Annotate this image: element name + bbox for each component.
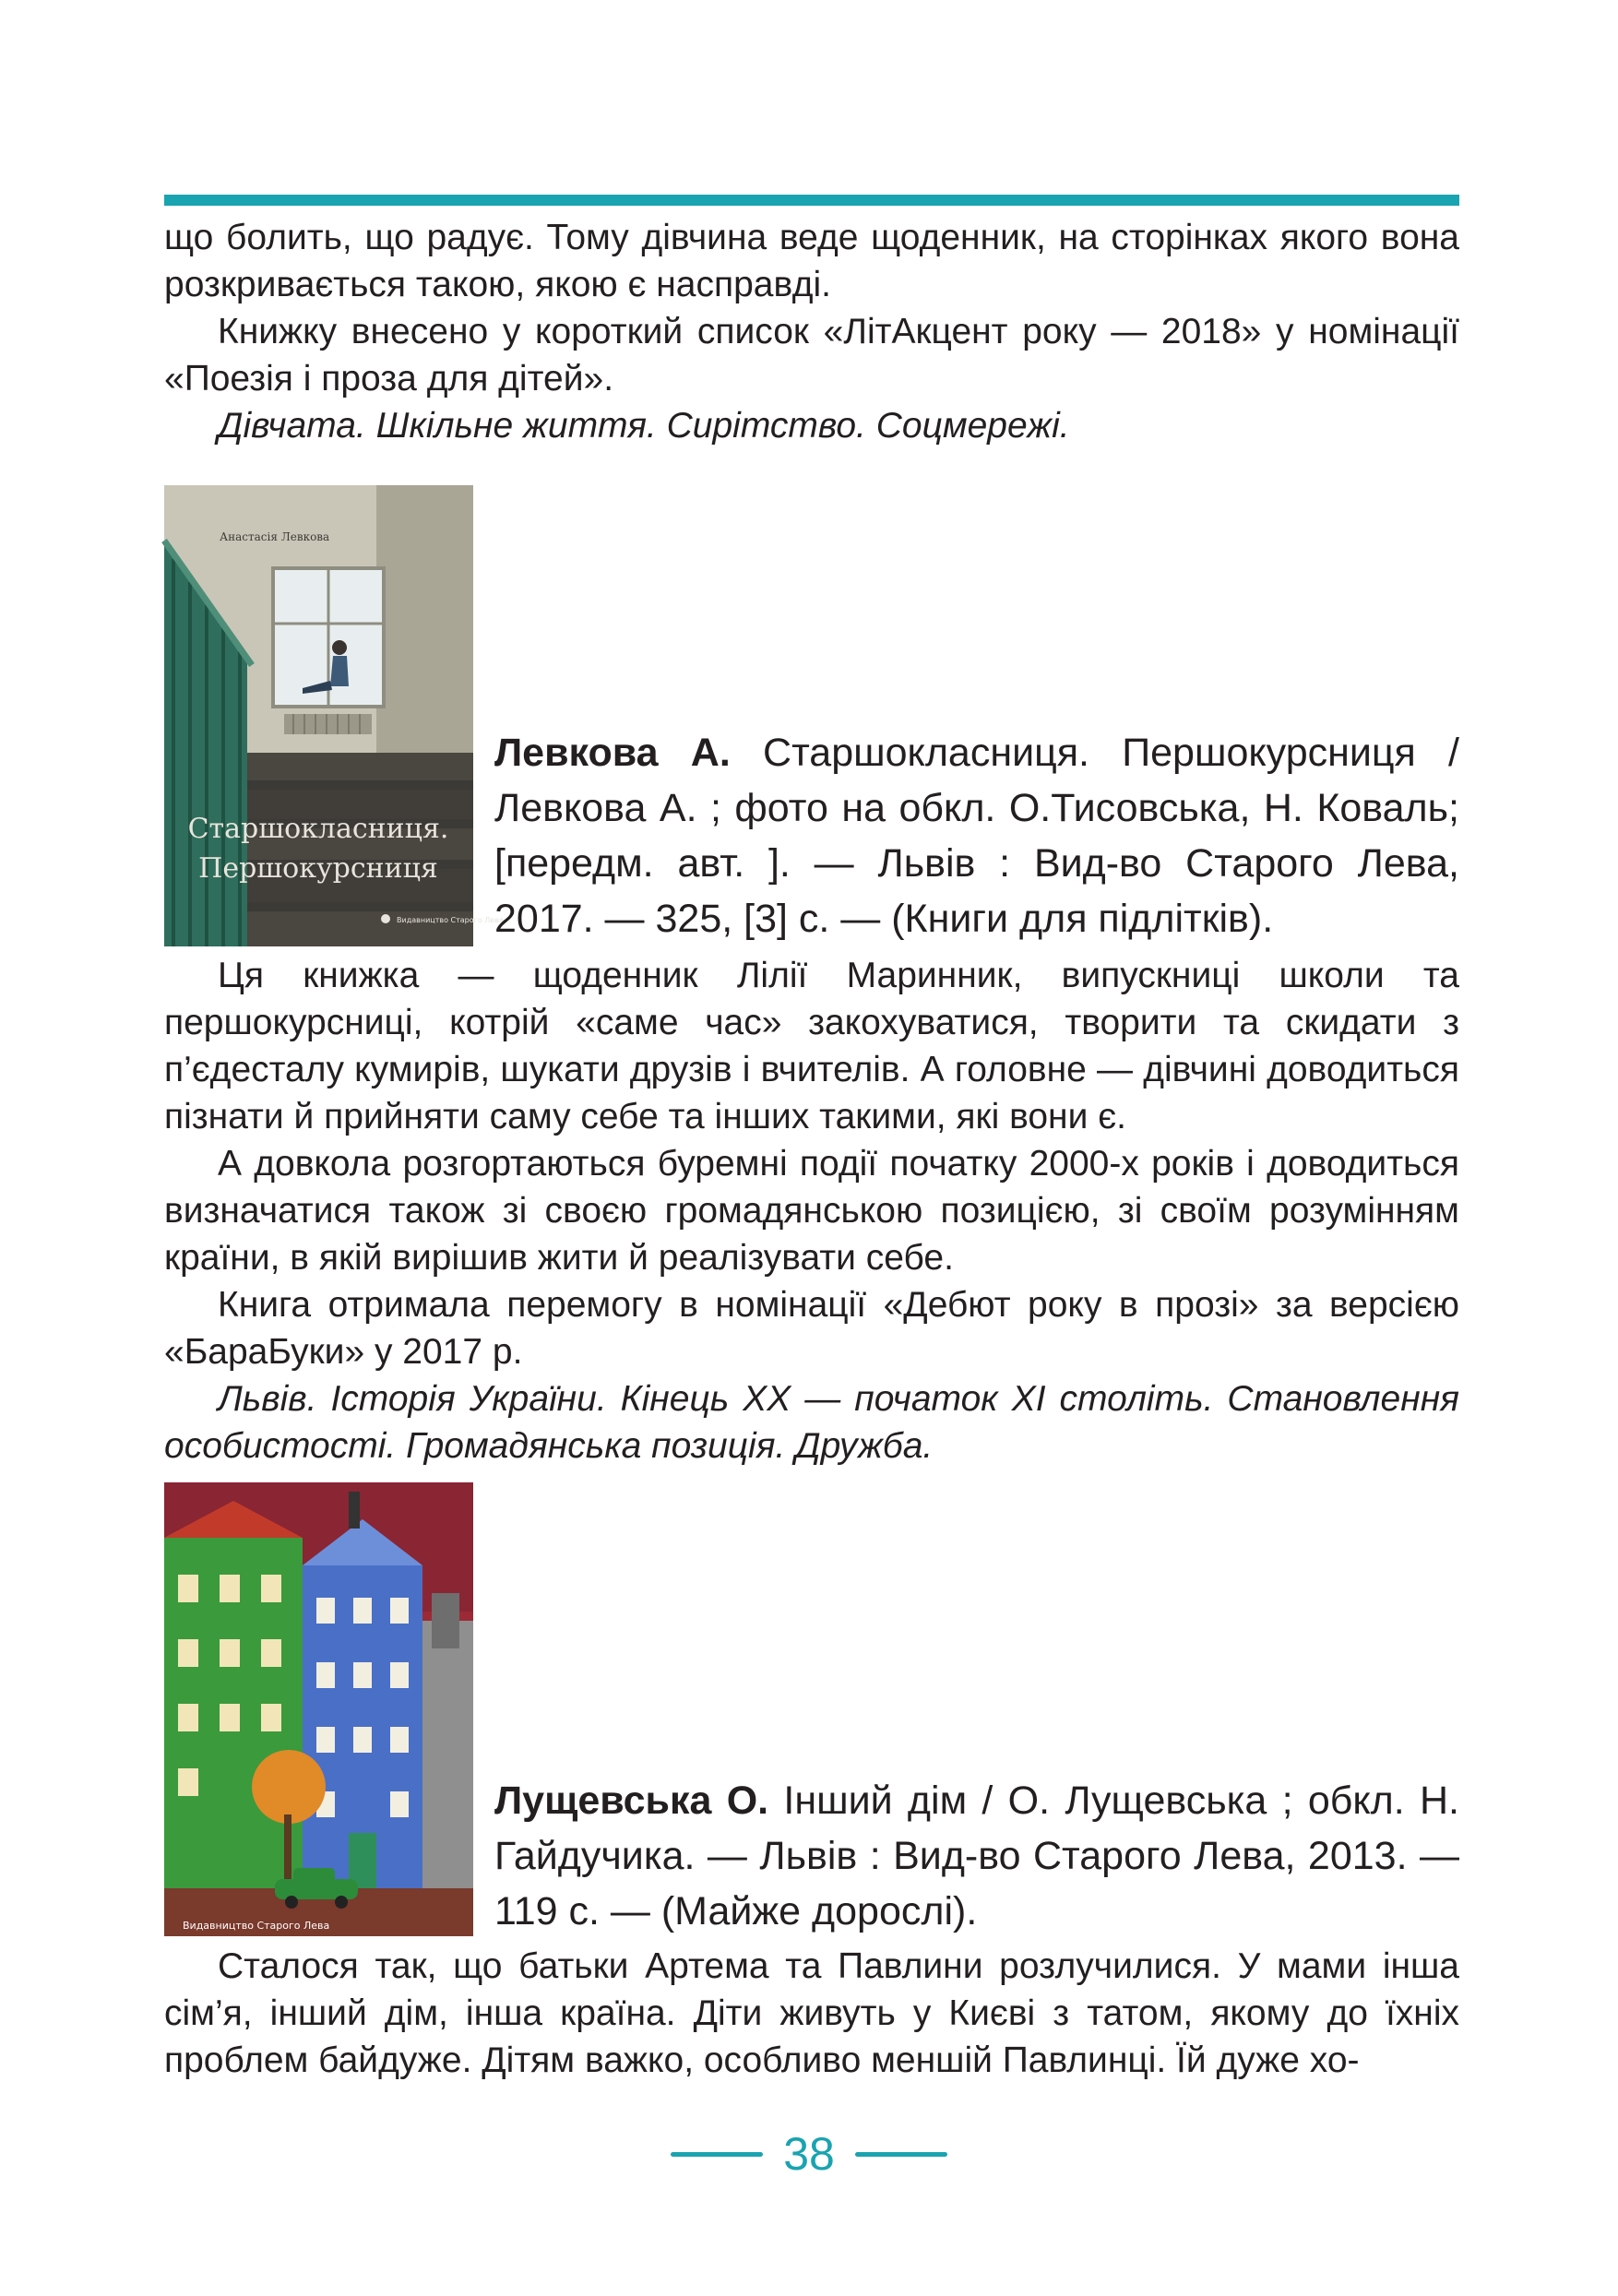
book2-author: Лущевська О. — [494, 1779, 769, 1823]
book1-cover — [164, 485, 504, 946]
book1-cover-illustration — [164, 485, 504, 946]
intro-paragraph-1: що болить, що радує. Тому дівчина веде щоденник, на сторінках якого вона розкривається такою, якою є насправді. — [164, 218, 1459, 304]
book1-publisher-logo-icon — [381, 914, 390, 923]
intro-tags: Дівчата. Шкільне життя. Сирітство. Соцмережі. — [218, 406, 1070, 446]
book2-cover-illustration — [164, 1482, 473, 1936]
book1-entry-details: Старшокласниця. Першокурсниця / Левкова А. ; фото на обкл. О.Тисовська, Н. Коваль; [передм. авт. ]. — Львів : Вид-во Старого Лева, 2017. — 325, [3] с. — (Книги для підлітків). — [494, 731, 1459, 941]
book1-paragraph-1: Ця книжка — щоденник Лілії Маринник, випускниці школи та першокурсниці, котрій «саме час» закохуватися, творити та скидати з п’єдесталу кумирів, шукати друзів і вчителів. А головне — дівчині доводиться пізнати й прийняти саму себе та інших такими, які вони є. — [164, 956, 1459, 1136]
book1-tags: Львів. Історія України. Кінець XX — початок XI століть. Становлення особистості. Громадянська позиція. Дружба. — [164, 1379, 1459, 1466]
intro-paragraph-2: Книжку внесено у короткий список «ЛітАкцент року — 2018» у номінації «Поезія і проза для дітей». — [164, 312, 1459, 399]
intro-text — [164, 214, 1459, 449]
book1-author: Левкова А. — [494, 731, 731, 775]
book1-paragraph-3: Книга отримала перемогу в номінації «Дебют року в прозі» за версією «БараБуки» у 2017 р. — [164, 1285, 1459, 1372]
page-number: 38 — [783, 2128, 835, 2180]
page-number-left-line — [671, 2152, 763, 2157]
book1-paragraph-2: А довкола розгортаються буремні події початку 2000-х років і доводиться визначатися також зі своєю громадянською позицією, зі своїм розумінням країни, в якій вирішив жити й реалізувати себе. — [164, 1144, 1459, 1278]
book2-entry — [494, 1773, 1459, 1939]
page-number-right-line — [855, 2152, 947, 2157]
page-footer — [0, 2126, 1618, 2182]
top-accent-bar — [164, 195, 1459, 206]
book1-description — [164, 952, 1459, 1469]
book1-cover-title-1: Старшокласниця. — [187, 813, 449, 845]
book1-cover-author: Анастасія Левкова — [220, 530, 330, 543]
book1-entry — [494, 725, 1459, 946]
book1-cover-title-2: Першокурсниця — [198, 852, 438, 885]
book2-cover — [164, 1482, 473, 1936]
book2-entry-details: Інший дім / О. Лущевська ; обкл. Н. Гайдучика. — Львів : Вид-во Старого Лева, 2013. — 119 с. — (Майже дорослі). — [494, 1779, 1459, 1933]
book2-cover-publisher: Видавництво Старого Лева — [183, 1920, 330, 1932]
book1-cover-publisher: Видавництво Старого Лева — [397, 916, 504, 924]
book2-paragraph-1: Сталося так, що батьки Артема та Павлини розлучилися. У мами інша сім’я, інший дім, інша країна. Діти живуть у Києві з татом, якому до їхніх проблем байдуже. Дітям важко, особливо меншій Павлинці. Їй дуже хо- — [164, 1946, 1459, 2080]
book2-description — [164, 1943, 1459, 2084]
